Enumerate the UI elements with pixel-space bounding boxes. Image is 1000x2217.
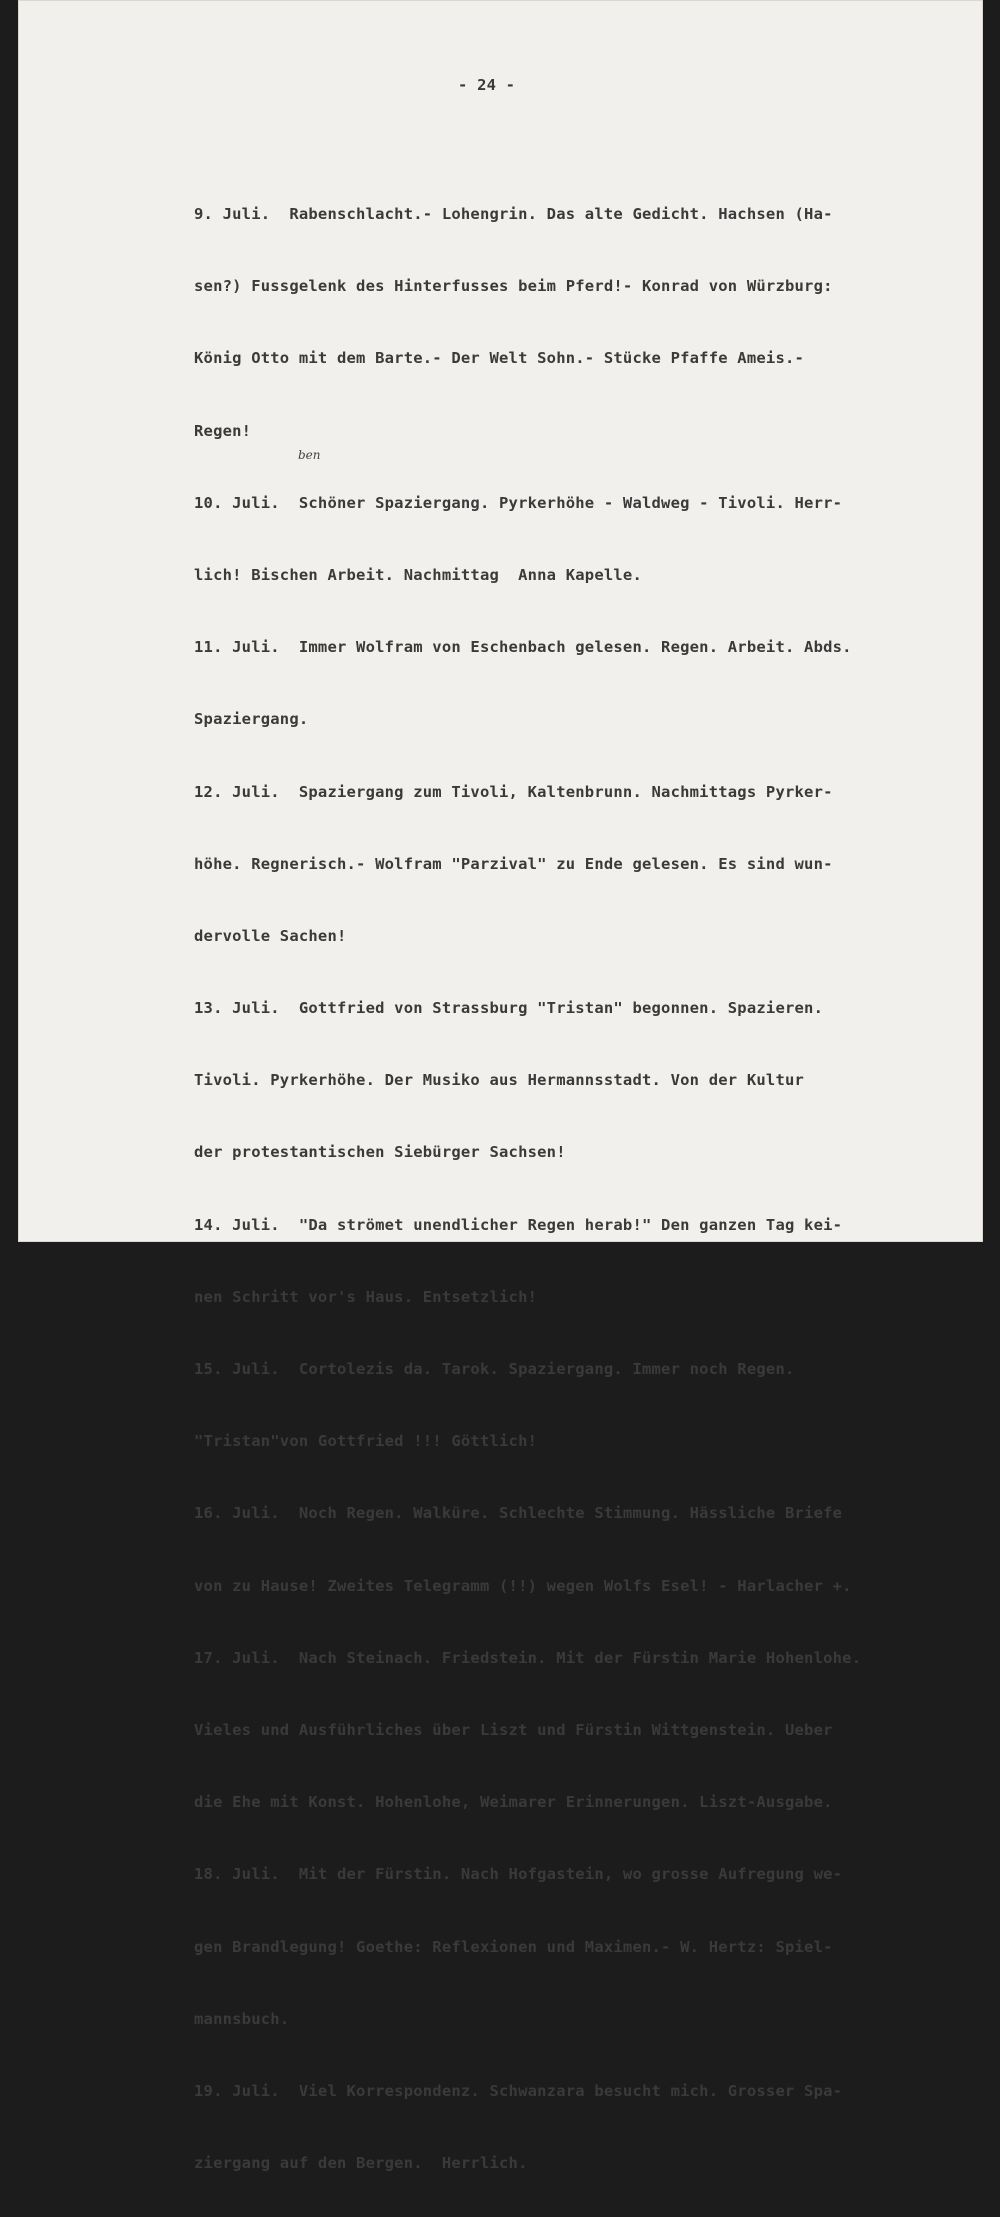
- text-line: 10. Juli. Schöner Spaziergang. Pyrkerhöhe - Waldweg - Tivoli. Herr-: [194, 493, 843, 512]
- text-line: 9. Juli. Rabenschlacht.- Lohengrin. Das alte Gedicht. Hachsen (Ha-: [194, 205, 833, 223]
- text-line: von zu Hause! Zweites Telegramm (!!) wegen Wolfs Esel! - Harlacher +.: [194, 1576, 852, 1595]
- text-line: 19. Juli. Viel Korrespondenz. Schwanzara besucht mich. Grosser Spa-: [194, 2081, 843, 2100]
- text-line: 16. Juli. Noch Regen. Walküre. Schlechte Stimmung. Hässliche Briefe: [194, 1504, 843, 1523]
- text-line: mannsbuch.: [194, 2009, 290, 2028]
- text-line: nen Schritt vor's Haus. Entsetzlich!: [194, 1287, 538, 1306]
- diary-entries: [194, 160, 984, 2217]
- text-line: 11. Juli. Immer Wolfram von Eschenbach gelesen. Regen. Arbeit. Abds.: [194, 638, 852, 657]
- text-line: König Otto mit dem Barte.- Der Welt Sohn.- Stücke Pfaffe Ameis.-: [194, 349, 805, 368]
- text-line: Tivoli. Pyrkerhöhe. Der Musiko aus Hermannsstadt. Von der Kultur: [194, 1071, 805, 1090]
- text-line: 14. Juli. "Da strömet unendlicher Regen herab!" Den ganzen Tag kei-: [194, 1215, 843, 1234]
- text-line: sen?) Fussgelenk des Hinterfusses beim Pferd!- Konrad von Würzburg:: [194, 277, 833, 296]
- interlinear-annotation: ben: [298, 448, 321, 462]
- text-line: dervolle Sachen!: [194, 926, 347, 945]
- text-line: gen Brandlegung! Goethe: Reflexionen und Maximen.- W. Hertz: Spiel-: [194, 1937, 833, 1956]
- text-line: Spaziergang.: [194, 710, 309, 729]
- text-line: Regen!: [194, 421, 252, 440]
- text-line: 15. Juli. Cortolezis da. Tarok. Spaziergang. Immer noch Regen.: [194, 1360, 795, 1378]
- text-line: der protestantischen Siebürger Sachsen!: [194, 1143, 566, 1162]
- text-line: Vieles und Ausführliches über Liszt und Fürstin Wittgenstein. Ueber: [194, 1720, 833, 1739]
- text-line: höhe. Regnerisch.- Wolfram "Parzival" zu Ende gelesen. Es sind wun-: [194, 854, 833, 873]
- page-number: - 24 -: [458, 76, 516, 94]
- text-line: 18. Juli. Mit der Fürstin. Nach Hofgastein, wo grosse Aufregung we-: [194, 1865, 843, 1884]
- text-line: 17. Juli. Nach Steinach. Friedstein. Mit der Fürstin Marie Hohenlohe.: [194, 1648, 862, 1667]
- text-line: die Ehe mit Konst. Hohenlohe, Weimarer Erinnerungen. Liszt-Ausgabe.: [194, 1793, 833, 1812]
- text-line: 12. Juli. Spaziergang zum Tivoli, Kaltenbrunn. Nachmittags Pyrker-: [194, 782, 833, 801]
- text-line: ziergang auf den Bergen. Herrlich.: [194, 2154, 528, 2173]
- text-line: "Tristan"von Gottfried !!! Göttlich!: [194, 1432, 538, 1451]
- text-line: 13. Juli. Gottfried von Strassburg "Tristan" begonnen. Spazieren.: [194, 999, 824, 1018]
- document-page: [18, 0, 983, 2173]
- text-line: lich! Bischen Arbeit. Nachmittag Anna Kapelle.: [194, 565, 642, 584]
